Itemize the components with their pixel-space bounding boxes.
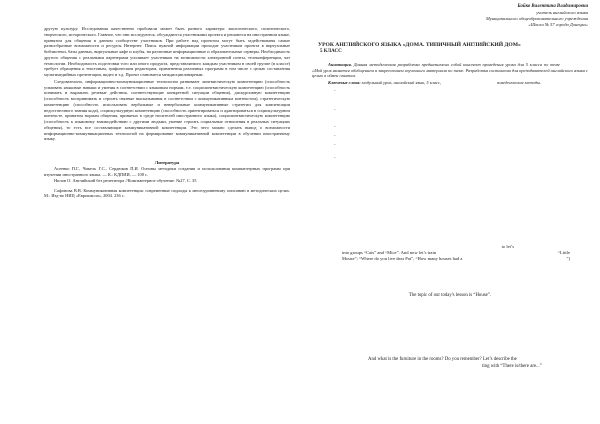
article-title: УРОК АНГЛИЙСКОГО ЯЗЫКА «ДОМА. ТИПИЧНЫЙ АНГЛИЙСКИЙ ДОМ» — [318, 42, 521, 48]
keywords-right: поведенческие — [497, 80, 524, 86]
furniture-task — [368, 357, 542, 370]
literature-item-1: Асеенко П.Г., Чикель Г.С., Сердюков П.И. Основы методики создания и использования компьютерных программ при изучении иностранного языка. — К.: КДПИИ, — 108 с. — [44, 166, 290, 177]
author-position: учитель английского языка — [536, 10, 588, 15]
annotation-line-1: Данная методическая разработка предназначена собой конспект — [353, 62, 481, 67]
keywords-label: Ключевые слова: — [328, 80, 361, 86]
dash-line-4: - — [334, 132, 336, 138]
task-fragment-d: Mouse”; “Where do you live dear Pat”, “How many houses had a — [342, 256, 463, 261]
topic-line: The topic of our today's lesson is “House”. — [408, 293, 492, 298]
annotation-quote: «Мой урок — [312, 67, 332, 73]
literature-heading: Литература — [154, 160, 180, 165]
annotation-rest: является обобщением и закреплением изученного материала по теме. Разработка составлена для преподавателей английского языка с целью в обмен опытом. — [312, 67, 588, 79]
dash-line-2: - — [334, 106, 336, 112]
dash-line-6: - — [334, 154, 336, 160]
article-grade: 5 КЛАСС — [320, 49, 342, 54]
author-name: Бойко Валентина Владимировна — [517, 4, 588, 9]
task-fragment-b: into groups “Cats” and “Mice”. And now let’s train — [342, 250, 437, 255]
furniture-line-1: And what is the furniture in the rooms? Do you remember? Let’s describe the — [368, 357, 517, 362]
dash-list — [334, 86, 588, 162]
annotation-line-2: проведения урока для 5 класса по теме — [482, 62, 560, 67]
task-fragment-a: to let’s — [501, 244, 514, 249]
body-paragraph-1: другую культуру. Исследования качественно пробовали может быть разного характера: экологического, политического, творческого, исторического. Главное, что они исследуются, обсуждаются участниками проекта и решаются на иностранном языке, принятом для общения в данном сообществе участников. При работе над проектом могут быть задействованы самые разнообразные возможности и ресурсы Интернет. Поиск нужной информации проходит участников проекта в виртуальные библиотеки, базы данных, виртуальные кафе и клубы, на различные информационные и образовательные серверы. Необходимость другого общения с реальными партнерами усиливает участников на возможности электронной почты, телеконференции, чат технологии. Необходимость подготовки того или иного продукта, представляемого каждым участником в своей группе (в классе) требует обращения к текстовым, графическим редакторам, применения различных программ в том числе с целью составления мультимедийных презентации, видео и т.д. Проект становится междисциплинарным. — [44, 26, 290, 77]
furniture-line-2: ting with “There is/there are...” — [482, 363, 542, 369]
task-fragment-e: ”) — [566, 256, 570, 261]
literature-item-2: Нилов О. Английский без репетитора //Компьютерное обучение. №27. С. 35 — [54, 178, 197, 184]
author-block — [312, 4, 588, 28]
annotation-label: Аннотация. — [328, 62, 352, 67]
keywords-end: методы. — [524, 80, 542, 86]
task-fragment-c: “Little — [558, 250, 570, 255]
author-school: «Школа № 57 города Донецка» — [528, 22, 588, 27]
author-institution: Муниципального общеобразовательного учреждения — [486, 16, 588, 21]
annotation — [312, 62, 588, 79]
body-paragraph-2: Следовательно, информационно-коммуникационные технологии развивают лингвистическую компетенцию (способность усваивать языковые навыки и умения в соответствии с языковым нормам, т.е. социолингвистическую компетенцию (способность понимать и выражать речевые действия, соответствующие конкретной ситуации общения), дискурсивную компетенцию (способность воспринимать и строить связные высказывания в соответствии с коммуникативным контекстом), стратегическую компетенцию (способность использовать вербальные и невербальные коммуникативные стратегии для компенсации недостаточного знания кода), социокультурную компетенцию (способность ориентироваться и адаптироваться в социокультурном контексте, принятом нормам общения, принятых в среде носителей иностранного языка), социолингвистическую компетенцию (способность к языковому взаимодействию с другими людьми, умение строить социальные отношения в реальных ситуациях общения), то есть все составляющие коммуникативной компетенции. Это чего можно сделать вывод о возможности информационно-коммуникационных технологий на формирование коммуникативной компетенции в обучении иностранному языку. — [44, 78, 290, 142]
right-page — [300, 0, 600, 424]
task-block — [312, 244, 588, 270]
dash-line-1: - — [334, 87, 336, 93]
keywords-text: модульный урок, английский язык, 5 класс, — [361, 80, 442, 86]
literature-item-3: Сафонова В.В. Коммуникативная компетенция: современные подходы к многоуровневому описанию в методических целях. М.: Изд-во НИЦ «Еврошкола», 2004. 236 с. — [44, 187, 290, 199]
dash-line-3: - — [334, 123, 336, 129]
dash-line-5: - — [334, 141, 336, 147]
